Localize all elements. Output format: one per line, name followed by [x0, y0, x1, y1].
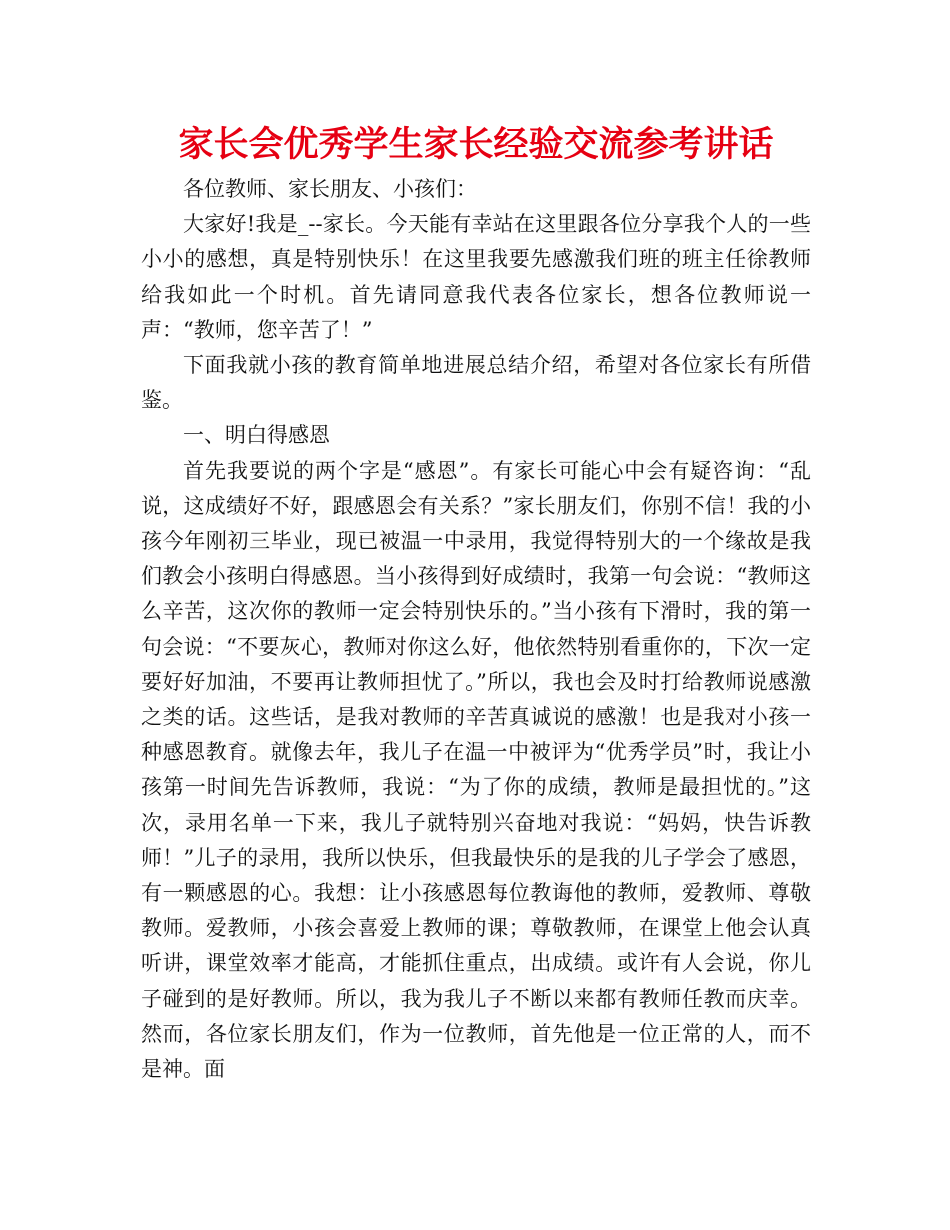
greeting-paragraph: 大家好!我是_--家长。今天能有幸站在这里跟各位分享我个人的一些小小的感想，真是特别快乐！在这里我要先感激我们班的班主任徐教师给我如此一个时机。首先请同意我代表各位家长，想各位教师说一声：“教师，您辛苦了！”: [141, 212, 811, 342]
section-heading: 一、明白得感恩: [183, 423, 330, 448]
document-body: [141, 172, 811, 1087]
document-page: [141, 118, 811, 1087]
salutation-paragraph: 各位教师、家长朋友、小孩们：: [183, 177, 477, 201]
intro-paragraph: 下面我就小孩的教育简单地进展总结介绍，希望对各位家长有所借鉴。: [141, 353, 811, 413]
document-title: 家长会优秀学生家长经验交流参考讲话: [178, 124, 774, 165]
body-paragraph: 首先我要说的两个字是“感恩”。有家长可能心中会有疑咨询：“乱说，这成绩好不好，跟感恩会有关系？”家长朋友们，你别不信！我的小孩今年刚初三毕业，现已被温一中录用，我觉得特别大的一个缘故是我们教会小孩明白得感恩。当小孩得到好成绩时，我第一句会说：“教师这么辛苦，这次你的教师一定会特别快乐的。”当小孩有下滑时，我的第一句会说：“不要灰心，教师对你这么好，他依然特别看重你的，下次一定要好好加油，不要再让教师担忧了。”所以，我也会及时打给教师说感激之类的话。这些话，是我对教师的辛苦真诚说的感激！也是我对小孩一种感恩教育。就像去年，我儿子在温一中被评为“优秀学员”时，我让小孩第一时间先告诉教师，我说：“为了你的成绩，教师是最担忧的。”这次，录用名单一下来，我儿子就特别兴奋地对我说：“妈妈，快告诉教师！”儿子的录用，我所以快乐，但我最快乐的是我的儿子学会了感恩，有一颗感恩的心。我想：让小孩感恩每位教诲他的教师，爱教师、尊敬教师。爱教师，小孩会喜爱上教师的课；尊敬教师，在课堂上他会认真听讲，课堂效率才能高，才能抓住重点，出成绩。或许有人会说，你儿子碰到的是好教师。所以，我为我儿子不断以来都有教师任教而庆幸。然而，各位家长朋友们，作为一位教师，首先他是一位正常的人，而不是神。面: [141, 458, 811, 1082]
